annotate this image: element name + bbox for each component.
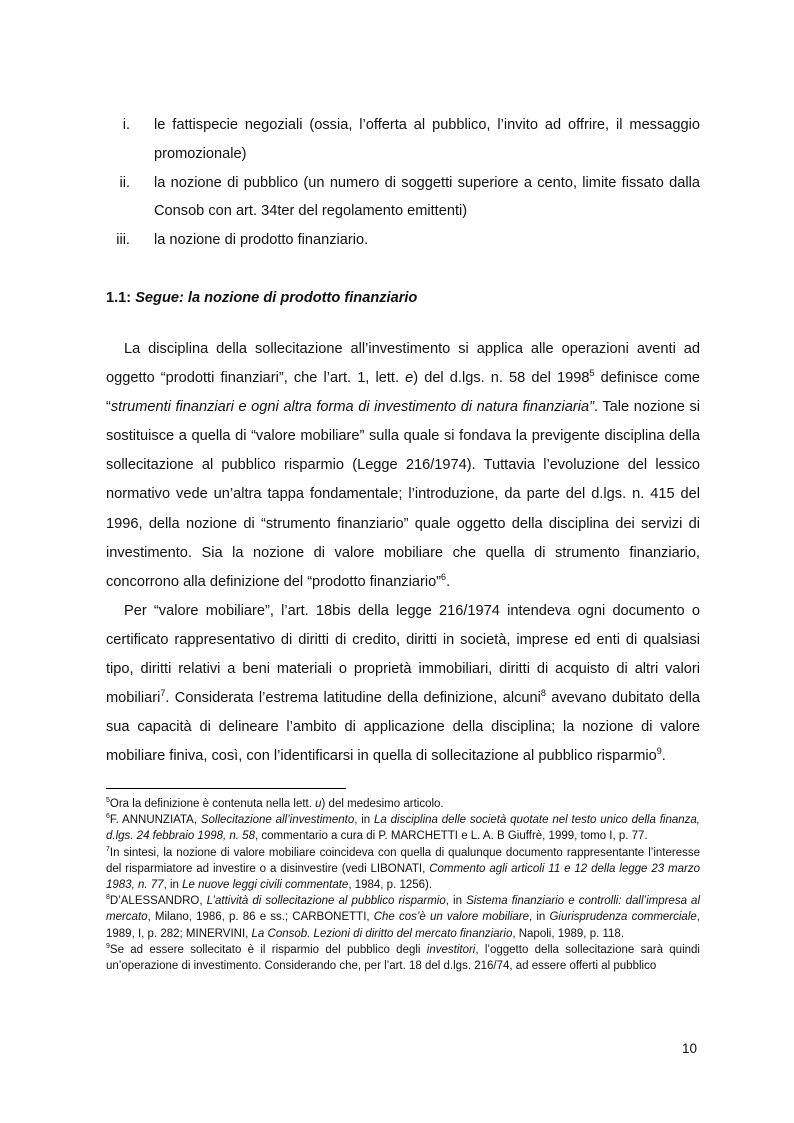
text-run-italic: Sistema finanziario e controlli: dall’impresa al mercato [106,895,701,924]
text-run: , in [445,895,467,908]
text-run: Se ad essere sollecitato è il risparmio del pubblico degli [109,943,427,956]
footnote-separator [106,788,346,789]
paragraph [106,597,700,772]
text-run-italic: strumenti finanziari e ogni altra forma di investimento di natura finanziaria” [110,399,594,416]
footnote [106,845,700,894]
footnote-number: 6 [106,813,110,821]
section-heading [106,290,417,306]
footnote-ref[interactable]: 6 [441,571,447,582]
footnote-number: 9 [106,942,110,950]
text-run: . [661,748,666,765]
text-run: avevano dubitato della sua capacità di delineare l’ambito di applicazione della disciplina; la nozione di valore mobiliare finiva, così, con l’identificarsi in quella di sollecitazione al pubblico risparmio [106,690,700,765]
list-item-number: iii. [116,232,130,249]
list-item-text: la nozione di pubblico (un numero di soggetti superiore a cento, limite fissato dalla Consob con art. 34ter del regolamento emittenti) [154,174,700,220]
text-run: F. ANNUNZIATA, [109,814,201,827]
body-text [106,335,700,771]
footnote-ref[interactable]: 9 [656,746,662,757]
text-run: . Considerata l’estrema latitudine della definizione, alcuni [165,690,541,707]
footnote [106,893,700,942]
text-run-italic: e [405,370,414,387]
text-run: , in [163,879,183,892]
text-run: , in [529,911,550,924]
text-run: , l’oggetto della sollecitazione sarà quindi un’operazione di investimento. Considerando che, per l’art. 18 del d.lgs. 216/74, ad essere offerti al pubblico [106,943,700,973]
footnote-ref[interactable]: 7 [160,688,166,699]
text-run-italic: investitori [426,943,476,956]
text-run-italic: Commento agli articoli 11 e 12 della legge 23 marzo 1983, n. 77 [106,862,700,892]
text-run-italic: u [315,798,322,810]
text-run: ) del medesimo articolo. [321,798,444,810]
footnote [106,796,700,812]
footnote-ref[interactable]: 5 [589,368,595,379]
text-run: , 1984, p. 1256). [348,879,433,892]
footnote [106,812,700,844]
page-number: 10 [682,1041,698,1056]
text-run: . Tale nozione si sostituisce a quella di “valore mobiliare” sulla quale si fondava la previgente disciplina della sollecitazione al pubblico risparmio (Legge 216/1974). Tuttavia l’evoluzione del lessico normativo vede un’altra tappa fondamentale; l’introduzione, da parte del d.lgs. n. 415 del 1996, della nozione di “strumento finanziario” quale oggetto della disciplina dei servizi di investimento. Sia la nozione di valore mobiliare che quella di strumento finanziario, concorrono alla definizione del “prodotto finanziario” [106,399,700,590]
text-run-italic: La Consob. Lezioni di diritto del mercato finanziario [251,927,513,940]
footnotes [106,796,700,974]
section-number: 1.1: [106,290,136,306]
footnote-number: 8 [106,894,110,902]
text-run: La disciplina della sollecitazione all’investimento si applica alle operazioni aventi ad oggetto “prodotti finanziari”, che l’art. 1, lett. [106,341,700,387]
section-title: Segue: la nozione di prodotto finanziario [135,290,418,306]
list-item-number: i. [122,117,130,133]
footnote-ref[interactable]: 8 [540,688,546,699]
text-run: . [446,573,451,590]
text-run: ) del d.lgs. n. 58 del 1998 [413,370,590,387]
text-run-italic: L’attività di sollecitazione al pubblico risparmio [206,895,446,908]
text-run: , in [354,814,375,827]
text-run: In sintesi, la nozione di valore mobiliare coincideva con quella di qualunque documento rappresentante l’interesse del risparmiatore ad investire o a disinvestire (vedi LIBONATI, [106,846,700,875]
footnote-number: 5 [106,797,110,804]
footnote-number: 7 [106,845,110,853]
list-item [106,169,700,227]
text-run-italic: Che cos’è un valore mobiliare [373,911,530,924]
text-run-italic: Le nuove leggi civili commentate [182,879,349,892]
text-run: , commentario a cura di P. MARCHETTI e L. A. B Giuffrè, 1999, tomo I, p. 77. [254,830,648,843]
footnote [106,942,700,974]
text-run: , 1989, I, p. 282; MINERVINI, [106,911,700,940]
text-run: D’ALESSANDRO, [109,895,207,908]
text-run: , Milano, 1986, p. 86 e ss.; CARBONETTI, [147,911,374,924]
text-run: , Napoli, 1989, p. 118. [512,927,625,940]
text-run-italic: Giurisprudenza commerciale [549,911,697,924]
text-run-italic: La disciplina delle società quotate nel testo unico della finanza, d.lgs. 24 febbraio 1998, n. 58 [106,814,700,843]
paragraph [106,335,700,597]
list-item [106,111,700,169]
list-item-number: ii. [119,174,130,191]
list-item [106,226,700,255]
list-item-text: le fattispecie negoziali (ossia, l’offerta al pubblico, l’invito ad offrire, il messaggio promozionale) [154,117,700,162]
criteria-list [106,111,700,255]
text-run-italic: Sollecitazione all’investimento [200,814,355,827]
list-item-text: la nozione di prodotto finanziario. [154,232,369,249]
text-run: definisce come “ [106,370,700,416]
text-run: Ora la definizione è contenuta nella lett. [109,798,316,810]
text-run: Per “valore mobiliare”, l’art. 18bis della legge 216/1974 intendeva ogni documento o certificato rappresentativo di diritti di credito, diritti in società, imprese ed enti di qualsiasi tipo, diritti relativi a beni materiali o proprietà immobiliari, diritti di acquisto di altri valori mobiliari [106,602,700,707]
